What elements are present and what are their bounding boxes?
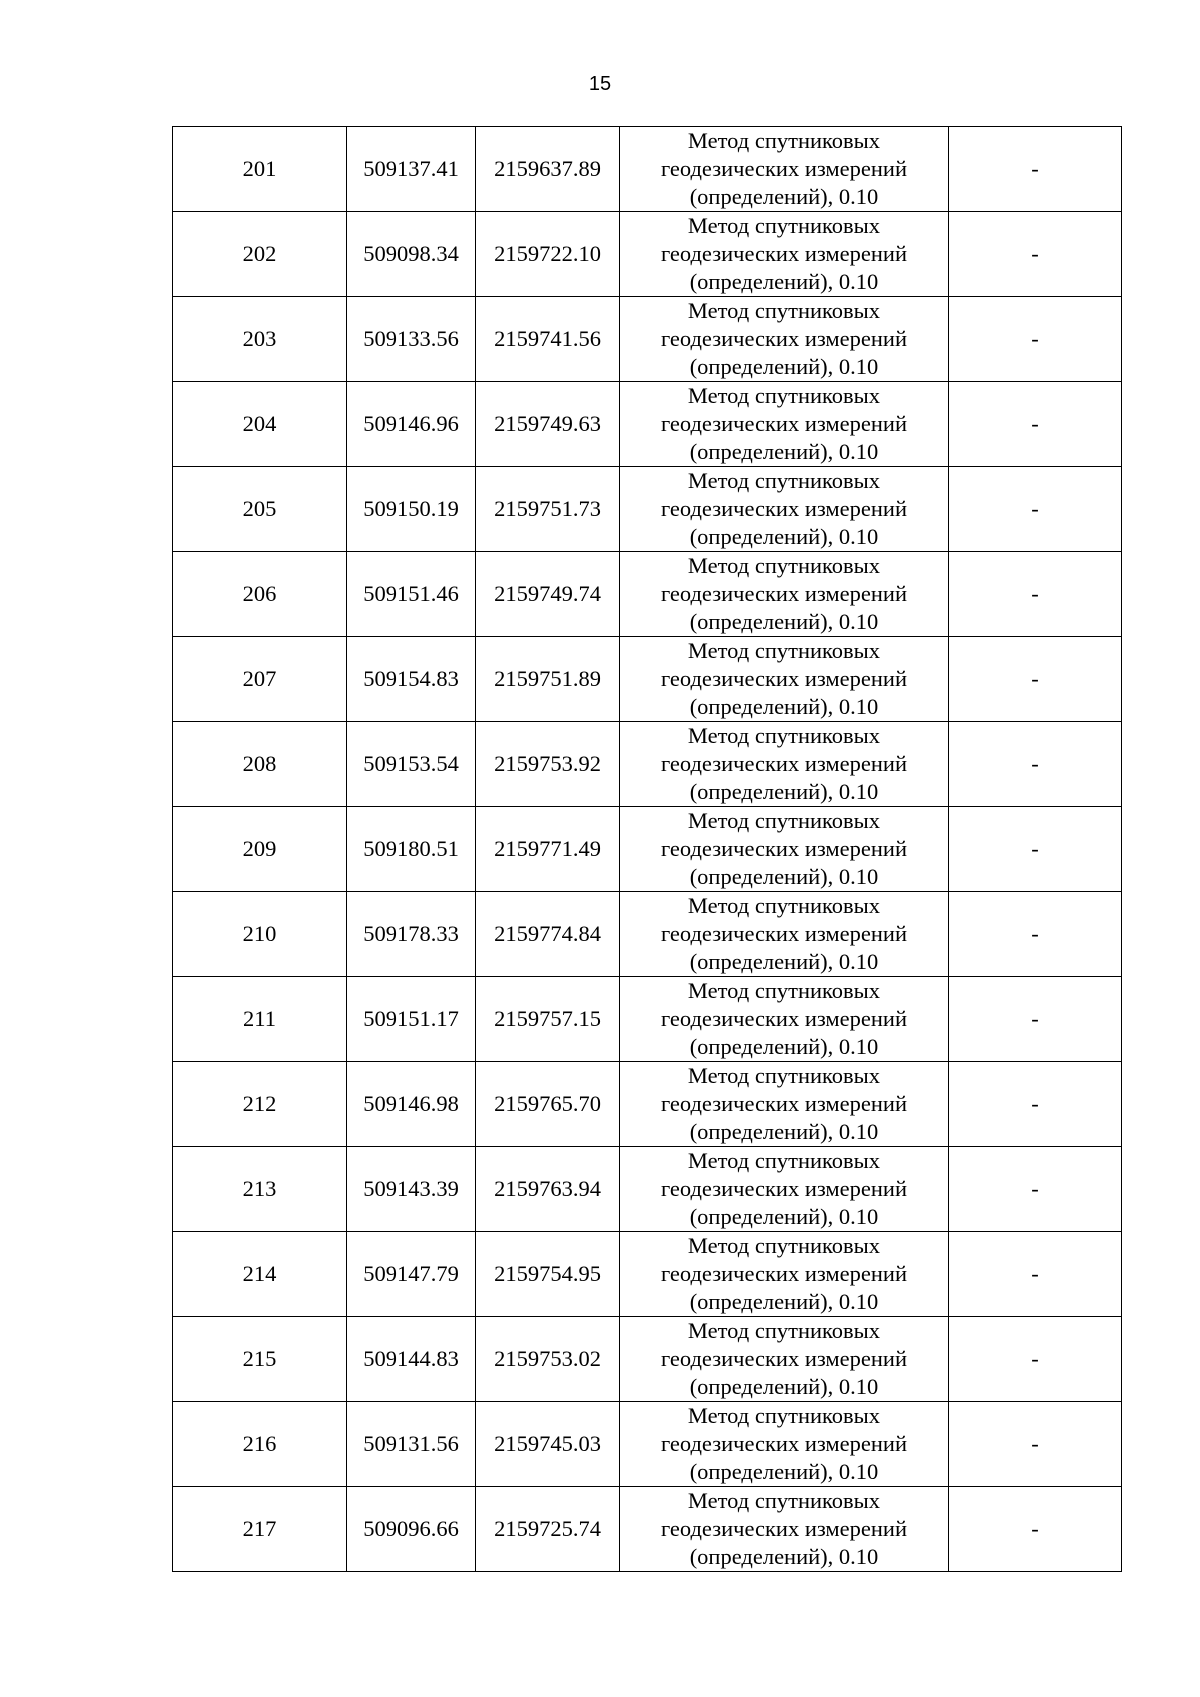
method-line-3: (определений), 0.10 (689, 864, 879, 889)
y-coordinate-cell: 2159749.63 (476, 382, 620, 467)
method-cell (620, 892, 949, 977)
description-cell: - (949, 467, 1122, 552)
method-line-1: Метод спутниковых (687, 468, 881, 493)
method-cell (620, 1317, 949, 1402)
point-number-cell: 208 (173, 722, 347, 807)
description-cell: - (949, 1147, 1122, 1232)
method-line-3: (определений), 0.10 (689, 949, 879, 974)
x-coordinate-cell: 509137.41 (347, 127, 476, 212)
description-cell: - (949, 1232, 1122, 1317)
method-line-3: (определений), 0.10 (689, 779, 879, 804)
method-line-1: Метод спутниковых (687, 213, 881, 238)
table-row (173, 127, 1122, 212)
y-coordinate-cell: 2159753.92 (476, 722, 620, 807)
method-line-2: геодезических измерений (660, 666, 908, 691)
table-row (173, 382, 1122, 467)
x-coordinate-cell: 509153.54 (347, 722, 476, 807)
method-line-3: (определений), 0.10 (689, 1119, 879, 1144)
x-coordinate-cell: 509154.83 (347, 637, 476, 722)
coordinates-table (172, 126, 1122, 1572)
method-line-1: Метод спутниковых (687, 808, 881, 833)
table-row (173, 1487, 1122, 1572)
method-line-3: (определений), 0.10 (689, 1034, 879, 1059)
method-line-1: Метод спутниковых (687, 383, 881, 408)
x-coordinate-cell: 509147.79 (347, 1232, 476, 1317)
y-coordinate-cell: 2159774.84 (476, 892, 620, 977)
method-line-1: Метод спутниковых (687, 978, 881, 1003)
method-line-2: геодезических измерений (660, 1431, 908, 1456)
description-cell: - (949, 1062, 1122, 1147)
method-line-3: (определений), 0.10 (689, 184, 879, 209)
description-cell: - (949, 637, 1122, 722)
point-number-cell: 201 (173, 127, 347, 212)
point-number-cell: 215 (173, 1317, 347, 1402)
method-line-2: геодезических измерений (660, 1176, 908, 1201)
x-coordinate-cell: 509098.34 (347, 212, 476, 297)
description-cell: - (949, 1317, 1122, 1402)
method-cell (620, 1487, 949, 1572)
description-cell: - (949, 807, 1122, 892)
x-coordinate-cell: 509178.33 (347, 892, 476, 977)
method-line-3: (определений), 0.10 (689, 524, 879, 549)
x-coordinate-cell: 509133.56 (347, 297, 476, 382)
method-line-3: (определений), 0.10 (689, 1289, 879, 1314)
point-number-cell: 217 (173, 1487, 347, 1572)
point-number-cell: 209 (173, 807, 347, 892)
method-cell (620, 637, 949, 722)
method-line-2: геодезических измерений (660, 496, 908, 521)
point-number-cell: 213 (173, 1147, 347, 1232)
method-cell (620, 467, 949, 552)
table-row (173, 1402, 1122, 1487)
method-line-2: геодезических измерений (660, 1091, 908, 1116)
table-row (173, 212, 1122, 297)
method-line-2: геодезических измерений (660, 1516, 908, 1541)
method-cell (620, 1402, 949, 1487)
table-row (173, 297, 1122, 382)
point-number-cell: 203 (173, 297, 347, 382)
description-cell: - (949, 722, 1122, 807)
method-line-1: Метод спутниковых (687, 1403, 881, 1428)
point-number-cell: 212 (173, 1062, 347, 1147)
method-line-2: геодезических измерений (660, 241, 908, 266)
method-line-2: геодезических измерений (660, 326, 908, 351)
description-cell: - (949, 212, 1122, 297)
description-cell: - (949, 382, 1122, 467)
x-coordinate-cell: 509144.83 (347, 1317, 476, 1402)
method-cell (620, 1232, 949, 1317)
y-coordinate-cell: 2159745.03 (476, 1402, 620, 1487)
method-line-2: геодезических измерений (660, 836, 908, 861)
y-coordinate-cell: 2159757.15 (476, 977, 620, 1062)
x-coordinate-cell: 509151.46 (347, 552, 476, 637)
method-line-3: (определений), 0.10 (689, 694, 879, 719)
method-line-3: (определений), 0.10 (689, 609, 879, 634)
method-line-2: геодезических измерений (660, 581, 908, 606)
method-line-3: (определений), 0.10 (689, 439, 879, 464)
description-cell: - (949, 127, 1122, 212)
point-number-cell: 207 (173, 637, 347, 722)
y-coordinate-cell: 2159763.94 (476, 1147, 620, 1232)
table-row (173, 467, 1122, 552)
table-row (173, 977, 1122, 1062)
point-number-cell: 205 (173, 467, 347, 552)
y-coordinate-cell: 2159765.70 (476, 1062, 620, 1147)
table-row (173, 1317, 1122, 1402)
page-number: 15 (588, 73, 612, 95)
method-line-3: (определений), 0.10 (689, 1544, 879, 1569)
method-line-3: (определений), 0.10 (689, 354, 879, 379)
method-line-3: (определений), 0.10 (689, 269, 879, 294)
table-row (173, 552, 1122, 637)
y-coordinate-cell: 2159751.89 (476, 637, 620, 722)
method-line-1: Метод спутниковых (687, 723, 881, 748)
point-number-cell: 214 (173, 1232, 347, 1317)
point-number-cell: 206 (173, 552, 347, 637)
method-cell (620, 977, 949, 1062)
method-line-1: Метод спутниковых (687, 1233, 881, 1258)
method-cell (620, 382, 949, 467)
y-coordinate-cell: 2159753.02 (476, 1317, 620, 1402)
method-cell (620, 722, 949, 807)
x-coordinate-cell: 509150.19 (347, 467, 476, 552)
method-line-1: Метод спутниковых (687, 1488, 881, 1513)
y-coordinate-cell: 2159637.89 (476, 127, 620, 212)
table-row (173, 722, 1122, 807)
method-line-1: Метод спутниковых (687, 128, 881, 153)
description-cell: - (949, 1402, 1122, 1487)
method-cell (620, 552, 949, 637)
method-line-3: (определений), 0.10 (689, 1374, 879, 1399)
method-line-2: геодезических измерений (660, 1006, 908, 1031)
method-cell (620, 1147, 949, 1232)
table-row (173, 1147, 1122, 1232)
description-cell: - (949, 552, 1122, 637)
method-line-2: геодезических измерений (660, 411, 908, 436)
method-line-2: геодезических измерений (660, 156, 908, 181)
method-line-3: (определений), 0.10 (689, 1204, 879, 1229)
method-line-2: геодезических измерений (660, 1346, 908, 1371)
point-number-cell: 202 (173, 212, 347, 297)
method-cell (620, 127, 949, 212)
description-cell: - (949, 297, 1122, 382)
method-line-1: Метод спутниковых (687, 553, 881, 578)
table-row (173, 637, 1122, 722)
description-cell: - (949, 1487, 1122, 1572)
method-line-1: Метод спутниковых (687, 298, 881, 323)
point-number-cell: 204 (173, 382, 347, 467)
method-line-1: Метод спутниковых (687, 1148, 881, 1173)
point-number-cell: 216 (173, 1402, 347, 1487)
x-coordinate-cell: 509151.17 (347, 977, 476, 1062)
point-number-cell: 210 (173, 892, 347, 977)
y-coordinate-cell: 2159749.74 (476, 552, 620, 637)
method-line-3: (определений), 0.10 (689, 1459, 879, 1484)
method-cell (620, 212, 949, 297)
x-coordinate-cell: 509146.96 (347, 382, 476, 467)
coordinates-table-body (173, 127, 1122, 1572)
y-coordinate-cell: 2159771.49 (476, 807, 620, 892)
x-coordinate-cell: 509180.51 (347, 807, 476, 892)
y-coordinate-cell: 2159722.10 (476, 212, 620, 297)
method-line-2: геодезических измерений (660, 921, 908, 946)
method-line-2: геодезических измерений (660, 751, 908, 776)
method-cell (620, 807, 949, 892)
method-cell (620, 297, 949, 382)
y-coordinate-cell: 2159741.56 (476, 297, 620, 382)
description-cell: - (949, 977, 1122, 1062)
method-line-1: Метод спутниковых (687, 1063, 881, 1088)
point-number-cell: 211 (173, 977, 347, 1062)
table-row (173, 1232, 1122, 1317)
method-line-1: Метод спутниковых (687, 638, 881, 663)
x-coordinate-cell: 509096.66 (347, 1487, 476, 1572)
x-coordinate-cell: 509131.56 (347, 1402, 476, 1487)
y-coordinate-cell: 2159751.73 (476, 467, 620, 552)
description-cell: - (949, 892, 1122, 977)
x-coordinate-cell: 509146.98 (347, 1062, 476, 1147)
method-line-1: Метод спутниковых (687, 1318, 881, 1343)
table-row (173, 807, 1122, 892)
y-coordinate-cell: 2159725.74 (476, 1487, 620, 1572)
method-cell (620, 1062, 949, 1147)
method-line-1: Метод спутниковых (687, 893, 881, 918)
table-row (173, 892, 1122, 977)
x-coordinate-cell: 509143.39 (347, 1147, 476, 1232)
table-row (173, 1062, 1122, 1147)
method-line-2: геодезических измерений (660, 1261, 908, 1286)
y-coordinate-cell: 2159754.95 (476, 1232, 620, 1317)
